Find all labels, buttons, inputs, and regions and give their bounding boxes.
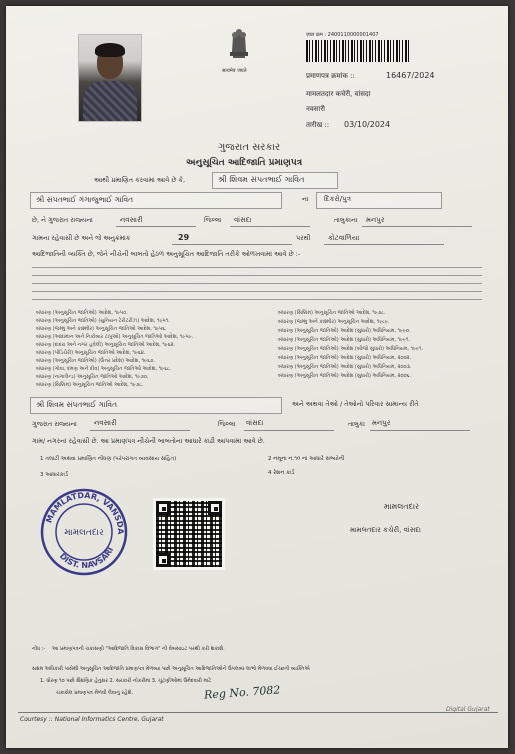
res-text: ગામ/ નગરનાં રહેવાસી છે. આ પ્રમાણપત્ર નીચેની બાબતોના આધારે કાઢી આપવામાં આવે છે. <box>32 437 265 445</box>
footer-line2: 1. ધોરણ ૧૦ પછી શૈક્ષણિક હેતુસર 2. સરકારી નોકરીમાં 3. ચૂંટણીઓમાં ઉમેદવારી માટે <box>40 678 212 684</box>
certify-text: આથી પ્રમાણિત કરવામાં આવે છે કે, <box>94 176 186 184</box>
officer-office: મામલતદાર કચેરી, વાંસદા <box>350 526 421 534</box>
order-item: બંધારણ (અનુસૂચિત જાતિઓ) આદેશ (સુધારો) અધિનિયમ, ૨૦૦૩. <box>278 364 412 370</box>
order-item: બંધારણ (જમ્મુ અને કાશ્મીર) અનુસૂચિત આદેશ, ૧૯૮૯. <box>278 319 390 325</box>
applicant-photo <box>78 34 142 122</box>
orders-paragraph <box>32 262 482 306</box>
district: નવસારી <box>120 216 143 224</box>
digital-gujarat-text: Digital Gujarat <box>446 706 490 713</box>
certificate-title: અનુસૂચિત આદિજાતિ પ્રમાણપત્ર <box>186 158 303 168</box>
order-item: બંધારણ (અનુસૂચિત જાતિઓ) આદેશ (બીજો સુધારો) અધિનિયમ, ૧૯૯૧. <box>278 346 424 352</box>
serial-small: ज़ाल क्रम : 2400110000001407 <box>306 32 379 38</box>
res-district-label: જિલ્લા <box>218 420 236 428</box>
order-item: બંધારણ (નાગાલેન્ડ) અનુસૂચિત જાતિઓ આદેશ, ૧૯૭૦. <box>36 374 149 380</box>
office-stamp-icon <box>36 486 132 578</box>
govt-title: ગુજરાત સરકાર <box>218 142 281 153</box>
order-item: બંધારણ (અનુસૂચિત જાતિઓ) આદેશ, ૧૯૫૦. <box>36 310 128 316</box>
taluka-value: વાંસદા <box>234 216 252 224</box>
family-name: શ્રી શિવમ સંપતભાઈ ગાવિત <box>36 400 118 409</box>
date-label: तारीख :: <box>306 121 330 129</box>
basis-item: 3 આધારકાર્ડ <box>40 472 68 478</box>
tribe: કોટવાળિયા <box>328 234 360 242</box>
res-taluka-label: તાલુકા <box>348 420 365 428</box>
village: મનપુર <box>366 216 385 224</box>
note-text: આ પ્રમાણપત્રની ચકાસણી "આદિજાતિ વિકાસ વિભાગ" ની વેબસાઇટ પરથી કરી શકાશે. <box>52 646 225 652</box>
officer-title: મામલતદાર <box>384 502 420 511</box>
order-item: બંધારણ (અનુસૂચિત જાતિઓ) આદેશ (સુધારો) અધિનિયમ, ૧૯૯૧. <box>278 337 411 343</box>
son-of-label: ના <box>302 195 309 203</box>
certificate-paper <box>6 6 508 748</box>
res-district: નવસારી <box>94 419 117 427</box>
basis-item: 4 રેશન કાર્ડ <box>268 470 295 476</box>
footer-divider <box>18 712 498 713</box>
office-line1: मामलतदार कचेरी, वांसदा <box>306 90 371 98</box>
handwritten-reg-no: Reg No. 7082 <box>203 683 281 702</box>
note-label: નોંધ :- <box>32 646 46 652</box>
serial-no: 29 <box>178 233 190 242</box>
order-item: બંધારણ (જમ્મુ અને કાશ્મીર) અનુસૂચિત જાતિઓ આદેશ, ૧૯૫૬. <box>36 326 167 332</box>
national-emblem-icon <box>224 26 254 64</box>
stamp-center: મામલતદાર <box>64 528 104 538</box>
order-item: બંધારણ (સિક્કિમ) અનુસૂચિત જાતિઓ આદેશ, ૧૯૭૮. <box>36 382 144 388</box>
qr-code <box>153 498 225 570</box>
village-serial-label: ગામના રહેવાસી છે અને જે અનુક્રમાંક <box>32 234 131 242</box>
basis-item: 2 નમૂના ન.૧૦ ના આધારે સભ્યોની <box>268 456 345 462</box>
tribe-text: આદિજાતિની વ્યક્તિ છે, જેને નીચેની બાબતો હેઠળ અનુસૂચિત આદિજાતિ તરીકે ઓળખવામાં આવે છે :- <box>32 250 301 258</box>
res-village: મનપુર <box>372 419 391 427</box>
district-label: જિલ્લા <box>204 216 222 224</box>
basis-item: 1 તલાટી અથવા પ્રમાણિત નોંધણ (પરંપરાગત વ્યવસાય સહિત) <box>40 456 177 462</box>
par-label: પરથી <box>296 234 311 242</box>
res-taluka: વાંસદા <box>246 419 264 427</box>
orders-left-list <box>36 310 256 390</box>
order-item: બંધારણ (આંદામાન અને નિકોબાર ટાપુઓ) અનુસૂચિત જાતિઓ આદેશ, ૧૯૫૯. <box>36 334 194 340</box>
footer-line1: સક્ષમ અધિકારી પાસેથી અનુસૂચિત આદિજાતિ પ્રમાણપત્ર મેળવ્યા પછી અનુસૂચિત આદિજાતિઓને ઉપલબ્ધ લાભો મેળવવા ઈચ્છતી વ્યક્તિએ <box>32 666 310 672</box>
orders-right-list <box>278 310 498 382</box>
order-item: બંધારણ (અનુસૂચિત જાતિઓ) આદેશ (સુધારો) અધિનિયમ, ૨૦૦૬. <box>278 373 411 379</box>
stamp-text-bottom: DIST. NAVSARI <box>57 545 116 571</box>
order-item: બંધારણ (અનુસૂચિત જાતિઓ) (યુનિયન ટેરીટરીઝ) આદેશ, ૧૯૫૧. <box>36 318 170 324</box>
stamp-text-top: MAMLATDAR, VANSDA <box>44 490 126 535</box>
footer-line3: ચકાસેલ પ્રમાણપત્ર મેળવી લેવાનું રહેશે. <box>56 690 134 696</box>
emblem-caption: सत्यमेव जयते <box>222 68 247 74</box>
certificate-no: 16467/2024 <box>386 71 435 80</box>
certificate-no-label: प्रमाणपत्र क्रमांक :: <box>306 72 355 80</box>
taluka-label: તાલુકાના <box>334 216 358 224</box>
order-item: બંધારણ (ગોવા, દમણ અને દીવ) અનુસૂચિત જાતિઓ આદેશ, ૧૯૬૮. <box>36 366 172 372</box>
order-item: બંધારણ (સિક્કિમ) અનુસૂચિત જાતિઓ આદેશ, ૧૯૭૮. <box>278 310 386 316</box>
barcode <box>306 40 410 62</box>
res-state: ગુજરાત રાજ્યના <box>32 420 77 428</box>
order-item: બંધારણ (અનુસૂચિત જાતિઓ) (ઉત્તર પ્રદેશ) આદેશ, ૧૯૬૭. <box>36 358 155 364</box>
father-name: શ્રી સંપતભાઈ ગંગાજુભાઈ ગાવિત <box>36 195 134 204</box>
order-item: બંધારણ (દાદરા અને નગર હવેલી) અનુસૂચિત જાતિઓ આદેશ, ૧૯૬૨. <box>36 342 176 348</box>
family-text: અને અથવા તેઓ / તેઓનો પરિવાર સામાન્ય રીતે <box>292 400 419 408</box>
courtesy-text: Courtesy :: National Informatics Centre, Gujarat <box>20 716 164 723</box>
serial-line <box>172 229 292 245</box>
order-item: બંધારણ (પોંડિચેરી) અનુસૂચિત જાતિઓ આદેશ, ૧૯૬૪. <box>36 350 146 356</box>
issue-date: 03/10/2024 <box>344 120 391 129</box>
state-label: છે, ને ગુજરાત રાજ્યના <box>32 216 93 224</box>
order-item: બંધારણ (અનુસૂચિત જાતિઓ) આદેશ (સુધારો) અધિનિયમ, ૨૦૦૨. <box>278 355 412 361</box>
applicant-name: શ્રી શિવમ સંપતભાઈ ગાવિત <box>218 175 305 184</box>
relation: દિકરો/પુત્ર <box>324 195 352 203</box>
office-line2: नवसारी <box>306 105 325 113</box>
order-item: બંધારણ (અનુસૂચિત જાતિઓ) આદેશ (સુધારો) અધિનિયમ, ૧૯૯૦. <box>278 328 411 334</box>
